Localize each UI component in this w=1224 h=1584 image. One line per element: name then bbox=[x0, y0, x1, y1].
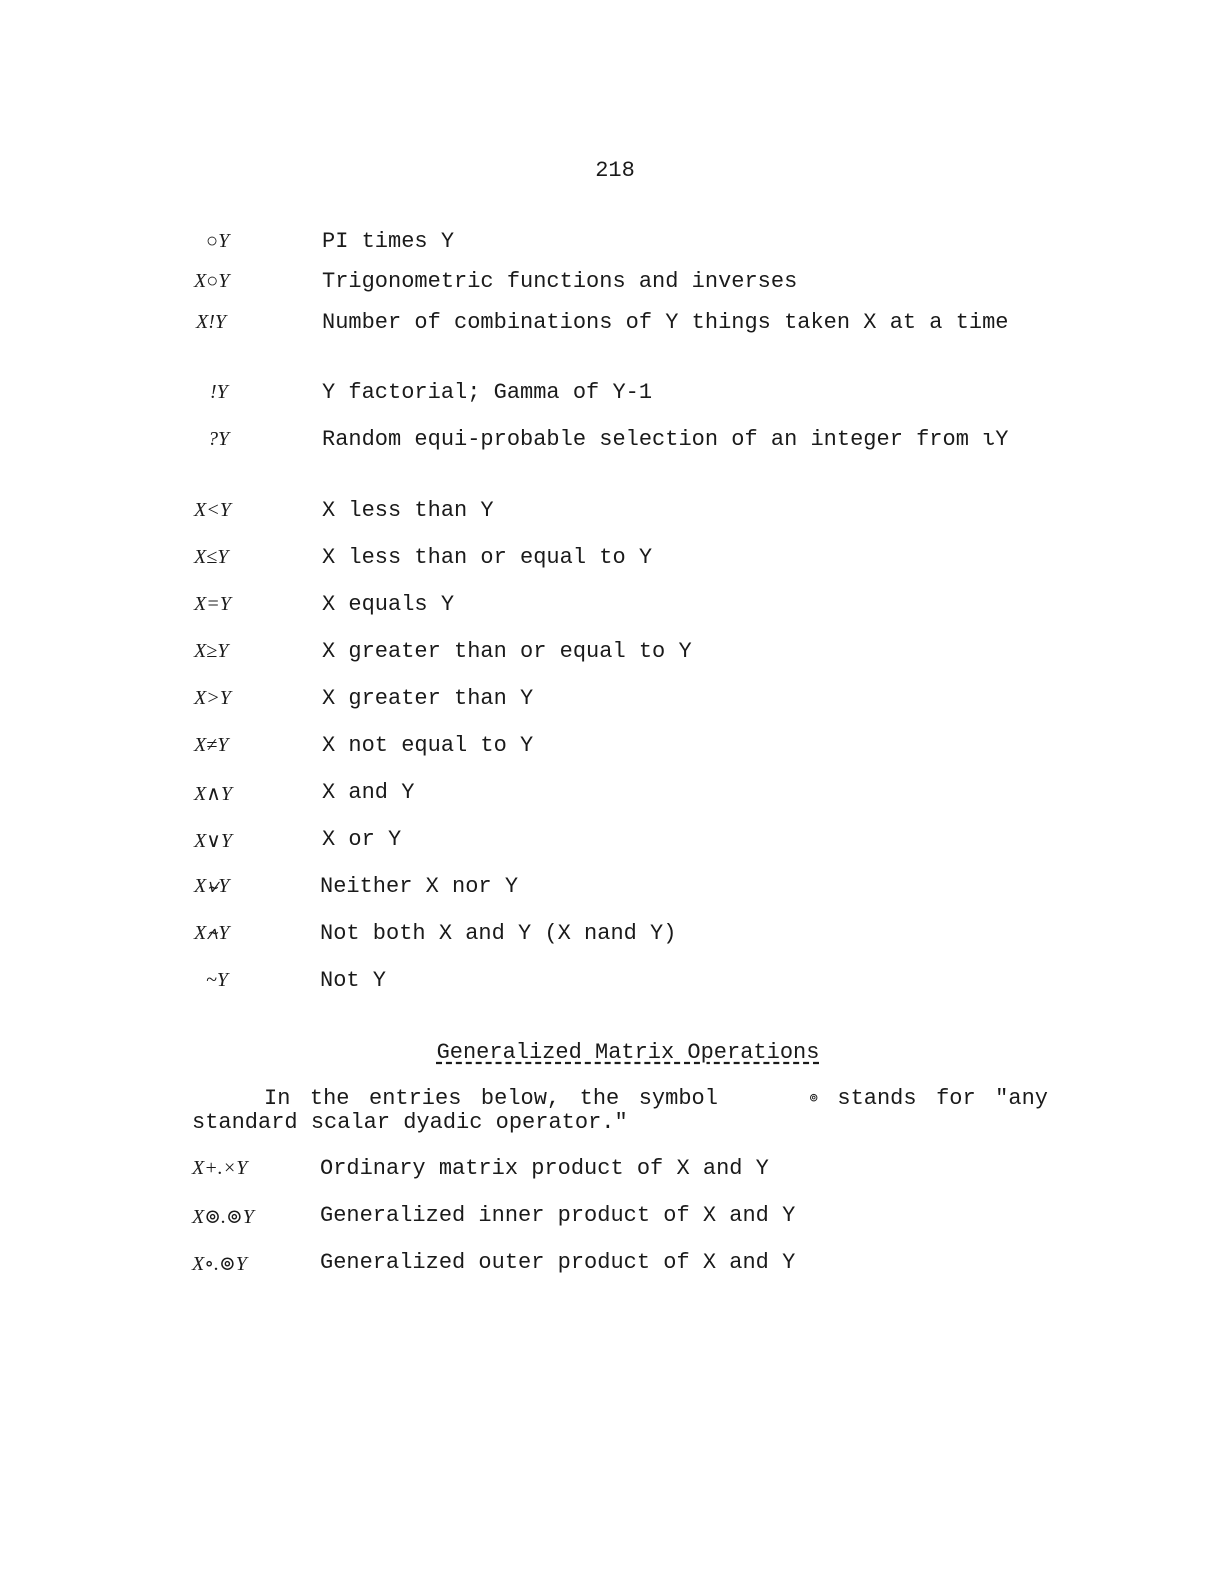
operator-description: X or Y bbox=[322, 827, 402, 852]
operator-symbol: X<Y bbox=[194, 499, 231, 521]
operator-description: Not Y bbox=[320, 968, 387, 993]
operator-description: Neither X nor Y bbox=[320, 874, 519, 899]
intro-text-before: In the entries below, the symbol bbox=[264, 1086, 718, 1111]
operator-symbol: X∘.⊚Y bbox=[192, 1253, 247, 1275]
operator-symbol: ?Y bbox=[208, 428, 230, 450]
circled-operator-icon: ⊚ bbox=[809, 1091, 818, 1107]
operator-symbol: X○Y bbox=[194, 270, 230, 292]
operator-description: Y factorial; Gamma of Y-1 bbox=[322, 380, 653, 405]
operator-description: X less than or equal to Y bbox=[322, 545, 653, 570]
operator-description: PI times Y bbox=[322, 229, 455, 254]
operator-description: X not equal to Y bbox=[322, 733, 534, 758]
operator-symbol: X≥Y bbox=[194, 640, 229, 662]
operator-description: Number of combinations of Y things taken X at a time bbox=[322, 310, 1009, 335]
operator-symbol: X=Y bbox=[194, 593, 231, 615]
operator-description: Generalized outer product of X and Y bbox=[320, 1250, 796, 1275]
operator-symbol: !Y bbox=[210, 381, 228, 403]
operator-description: X equals Y bbox=[322, 592, 455, 617]
operator-description: Ordinary matrix product of X and Y bbox=[320, 1156, 769, 1181]
operator-symbol: X⍲Y bbox=[194, 922, 230, 944]
section-heading: Generalized Matrix Operations bbox=[436, 1040, 820, 1065]
section-intro bbox=[192, 1087, 1048, 1135]
operator-symbol: ~Y bbox=[206, 969, 228, 991]
operator-description: X greater than Y bbox=[322, 686, 534, 711]
operator-description: Not both X and Y (X nand Y) bbox=[320, 921, 677, 946]
operator-symbol: X∨Y bbox=[194, 830, 232, 852]
operator-symbol: X≠Y bbox=[194, 734, 229, 756]
operator-symbol: X+.×Y bbox=[192, 1157, 248, 1179]
operator-symbol: ○Y bbox=[206, 230, 230, 252]
operator-symbol: X∧Y bbox=[194, 783, 232, 805]
page-number: 218 bbox=[595, 158, 635, 183]
operator-description: Generalized inner product of X and Y bbox=[320, 1203, 796, 1228]
intro-text-after: stands for "any standard scalar dyadic operator." bbox=[192, 1086, 1048, 1135]
operator-symbol: X!Y bbox=[196, 311, 226, 333]
operator-description: Random equi-probable selection of an integer from ιY bbox=[322, 427, 1009, 452]
operator-symbol: X>Y bbox=[194, 687, 231, 709]
operator-description: X and Y bbox=[322, 780, 415, 805]
operator-description: X greater than or equal to Y bbox=[322, 639, 692, 664]
operator-symbol: X≤Y bbox=[194, 546, 229, 568]
operator-description: X less than Y bbox=[322, 498, 494, 523]
operator-symbol: X⊚.⊚Y bbox=[192, 1206, 254, 1228]
operator-symbol: X⍱Y bbox=[194, 875, 230, 897]
operator-description: Trigonometric functions and inverses bbox=[322, 269, 798, 294]
